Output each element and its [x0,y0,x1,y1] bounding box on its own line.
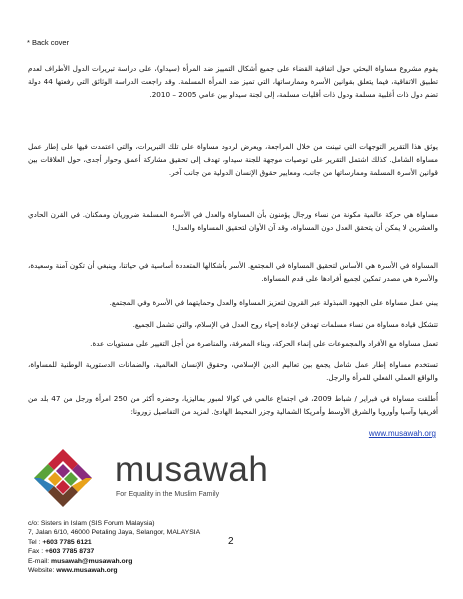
paragraph-family-equality: المساواة في الأسرة هي الأساس لتحقيق المساواة في المجتمع. الأسر بأشكالها المتعددة أساسية في حياتنا، وينبغي أن تكون آمنة وسعيدة، والأسرة هي مصدر تمكين لجميع أفرادها على قدم المساواة. [28,261,438,284]
paragraph-research-project: يقوم مشروع مساواة البحثي حول اتفاقية القضاء على جميع أشكال التمييز ضد المرأة (سيداو)، على دراسة تبريرات الدول الأطراف لعدم تطبيق الاتفاقية، فيما يتعلق بقوانين الأسرة وممارساتها، التي تميز ضد المرأة المسلمة. وقد راجعت الدراسة الوثائق التي رفعتها 44 دولة تضم دول ذات أغلبية مسلمة ودول ذات أقليات مسلمة، إلى لجنة سيداو بين عامي 2005 – 2010. [28,64,439,100]
email-label: E-mail: [28,557,52,565]
contact-fax-row [28,547,200,556]
contact-block [28,519,200,575]
musawah-logo-mark [28,447,98,513]
contact-line-address: 7, Jalan 6/10, 46000 Petaling Jaya, Selangor, MALAYSIA [28,529,201,537]
fax-label: Fax : [28,548,45,556]
paragraph-framework: تستخدم مساواة إطار عمل شامل يجمع بين تعاليم الدين الإسلامي، وحقوق الإنسان العالمية، والضمانات الدستورية الوطنية للمساواة، والواقع العملي الفعلي للمرأة والرجل. [28,360,438,383]
website-link[interactable]: www.musawah.org [368,429,436,438]
paragraph-leadership: تتشكل قيادة مساواة من نساء مسلمات تهدفن لإعادة إحياء روح العدل في الإسلام، والتي تشمل الجميع. [132,320,438,329]
paragraph-efforts: يبني عمل مساواة على الجهود المبذولة عبر القرون لتعزيز المساواة والعدل وحمايتهما في الأسرة وفي المجتمع. [109,298,438,307]
website-label: Website: [28,567,57,575]
contact-tel-row [28,538,200,547]
tel-value: +603 7785 6121 [42,538,92,546]
tel-label: Tel : [28,538,43,546]
musawah-logo [28,447,288,513]
contact-line-organization: c/o: Sisters in Islam (SIS Forum Malaysia) [28,520,155,527]
website-value[interactable]: www.musawah.org [56,567,118,575]
email-value[interactable]: musawah@musawah.org [51,557,133,565]
back-cover-note: * Back cover [27,38,70,47]
contact-email-row [28,557,200,566]
paragraph-report-findings: يوثق هذا التقرير التوجهات التي تبينت من خلال المراجعة، ويعرض لردود مساواة على تلك التبريرات، والتي اعتمدت فيها على إطار عمل مساواة الشامل. كذلك اشتمل التقرير على توصيات موجهة للجنة سيداو، تهدف إلى تحقيق مشاركة أعمق وحوار أجدى، حول العلاقات بين قوانين الأسرة المسلمة وممارساتها من جانب، ومعايير حقوق الإنسان الدولية من جانب آخر. [28,142,438,178]
fax-value: +603 7785 8737 [45,548,95,556]
contact-website-row [28,566,200,575]
logo-tagline: For Equality in the Muslim Family [116,491,220,498]
page-number: 2 [228,536,234,547]
paragraph-movement: مساواة هي حركة عالمية مكونة من نساء ورجال يؤمنون بأن المساواة والعدل في الأسرة المسلمة ضروريان وممكنان. في القرن الحادي والعشرين لا يمكن أن يتحقق العدل دون المساواة، وقد آن الأوان لتحقيق المساواة والعدل! [28,210,438,233]
logo-wordmark: musawah [115,450,269,489]
paragraph-launch: أُطلقت مساواة في فبراير / شباط 2009، في اجتماع عالمي في كوالا لمبور بماليزيا، وحضره أكثر من 250 امرأة ورجل من 47 بلد من أفريقيا وآسيا وأوروبا والشرق الأوسط وأمريكا الشمالية وجزر المحيط الهادئ. لمزيد من التفاصيل زورونا: [28,394,438,417]
paragraph-work-levels: تعمل مساواة مع الأفراد والمجموعات على إنماء الحركة، وبناء المعرفة، والمناصرة من أجل التغيير على مستويات عدة. [90,339,438,348]
